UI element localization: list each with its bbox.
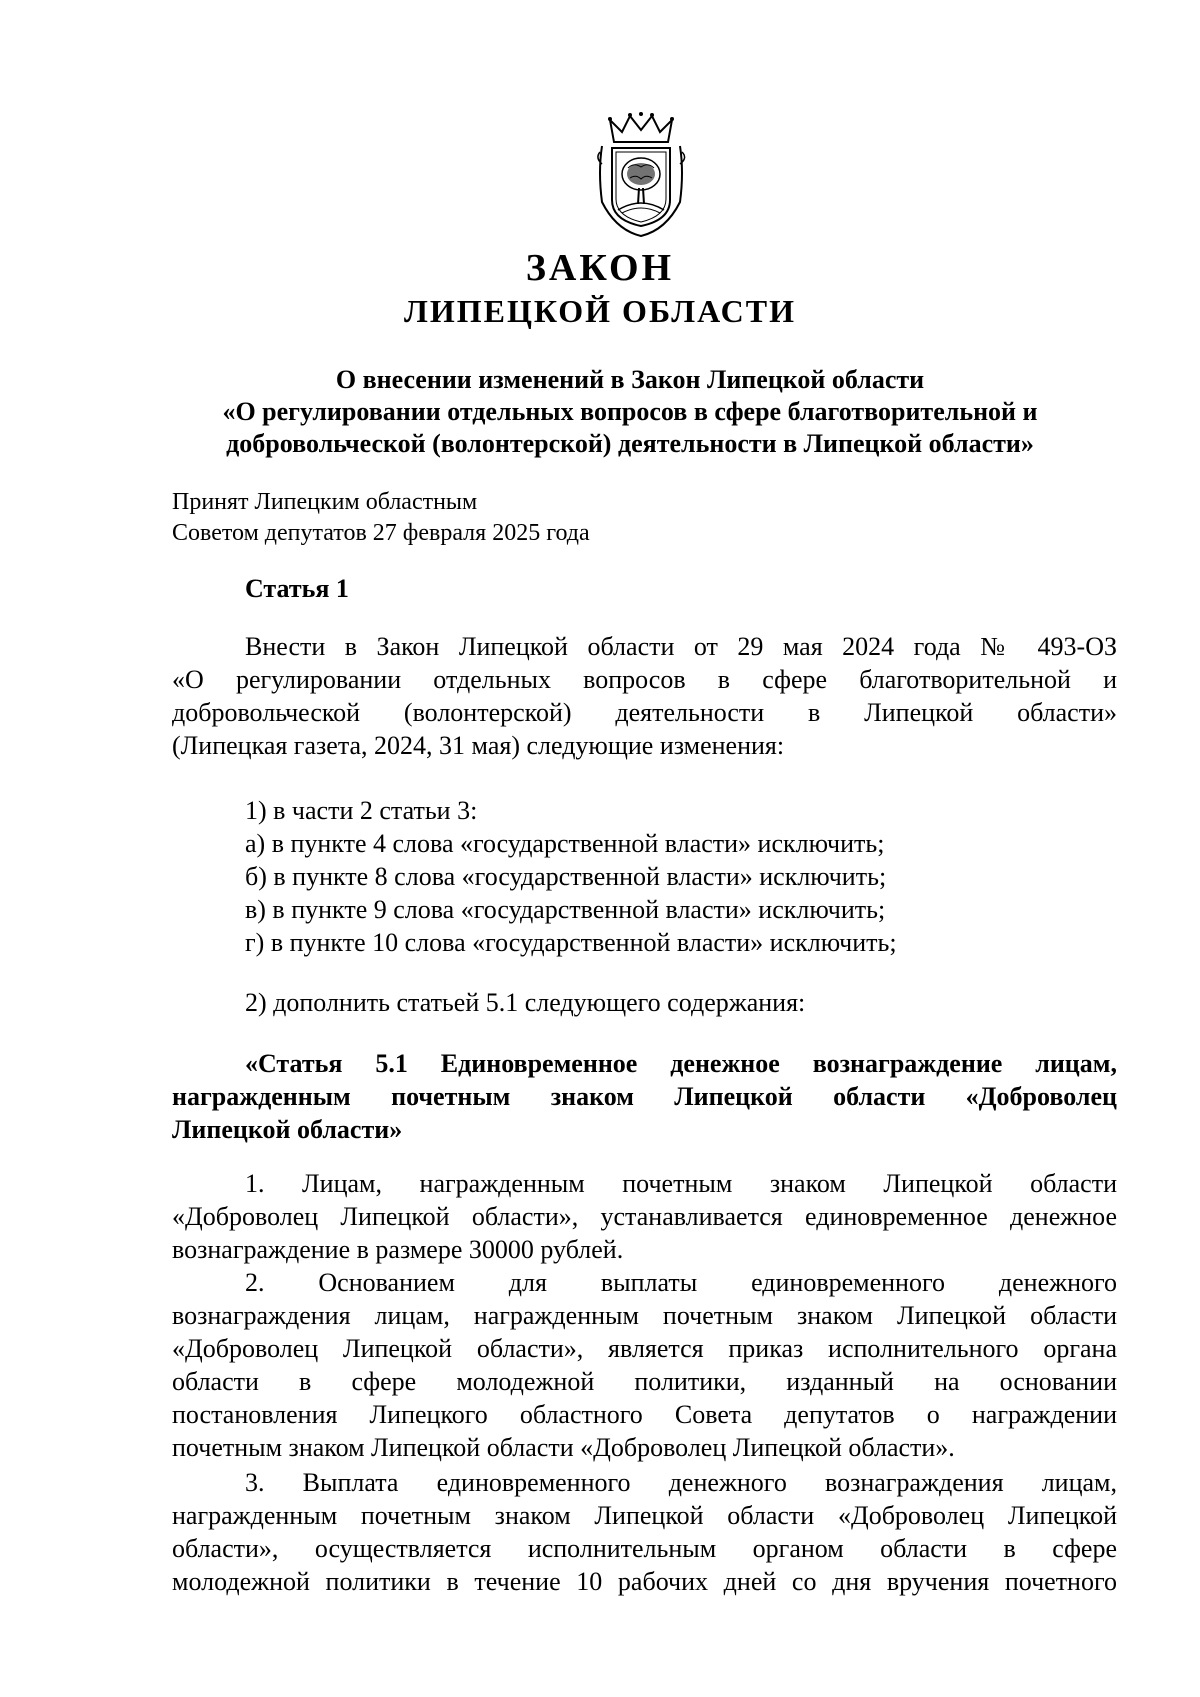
title-line: награжденным почетным знаком Липецкой области «Доброволец bbox=[172, 1082, 1117, 1111]
amendment-1c: в) в пункте 9 слова «государственной власти» исключить; bbox=[245, 895, 886, 924]
paragraph-line: постановления Липецкого областного Совета депутатов о награждении bbox=[172, 1400, 1117, 1429]
article-1-title: Статья 1 bbox=[245, 574, 349, 603]
heading-line: добровольческой (волонтерской) деятельности в Липецкой области» bbox=[226, 429, 1034, 458]
paragraph-line: награжденным почетным знаком Липецкой области «Доброволец Липецкой bbox=[172, 1501, 1117, 1530]
article-5-1-part-2 bbox=[172, 1266, 1117, 1464]
amendment-2: 2) дополнить статьей 5.1 следующего содержания: bbox=[245, 988, 806, 1017]
lipetsk-coat-of-arms-icon bbox=[596, 112, 687, 238]
amendment-1d: г) в пункте 10 слова «государственной власти» исключить; bbox=[245, 928, 897, 957]
title-line: Липецкой области» bbox=[172, 1115, 403, 1144]
paragraph-line: вознаграждения лицам, награжденным почетным знаком Липецкой области bbox=[172, 1301, 1117, 1330]
article-1-intro bbox=[172, 630, 1117, 762]
heading-line: О внесении изменений в Закон Липецкой области bbox=[335, 365, 925, 394]
heading-line: «О регулировании отдельных вопросов в сфере благотворительной и bbox=[222, 397, 1038, 426]
paragraph-line: «Доброволец Липецкой области», устанавливается единовременное денежное bbox=[172, 1202, 1117, 1231]
paragraph-line: области в сфере молодежной политики, изданный на основании bbox=[172, 1367, 1117, 1396]
paragraph-line: «О регулировании отдельных вопросов в сфере благотворительной и bbox=[172, 665, 1117, 694]
paragraph-line: 2. Основанием для выплаты единовременного денежного bbox=[245, 1268, 1117, 1297]
paragraph-line: добровольческой (волонтерской) деятельности в Липецкой области» bbox=[172, 698, 1117, 727]
law-heading bbox=[160, 364, 1100, 460]
paragraph-line: 1. Лицам, награжденным почетным знаком Липецкой области bbox=[245, 1169, 1117, 1198]
paragraph-line: «Доброволец Липецкой области», является приказ исполнительного органа bbox=[172, 1334, 1117, 1363]
title-line: «Статья 5.1 Единовременное денежное вознаграждение лицам, bbox=[245, 1049, 1117, 1078]
law-title: ЗАКОН bbox=[525, 247, 675, 289]
article-5-1-part-1 bbox=[172, 1167, 1117, 1266]
paragraph-line: вознаграждение в размере 30000 рублей. bbox=[172, 1235, 624, 1264]
article-5-1-title bbox=[172, 1047, 1117, 1146]
paragraph-line: молодежной политики в течение 10 рабочих дней со дня вручения почетного bbox=[172, 1567, 1117, 1596]
law-region-title: ЛИПЕЦКОЙ ОБЛАСТИ bbox=[404, 293, 796, 329]
amendment-1b: б) в пункте 8 слова «государственной власти» исключить; bbox=[245, 862, 887, 891]
article-5-1-part-3 bbox=[172, 1466, 1117, 1598]
amendment-1a: а) в пункте 4 слова «государственной власти» исключить; bbox=[245, 829, 885, 858]
paragraph-line: (Липецкая газета, 2024, 31 мая) следующие изменения: bbox=[172, 731, 785, 760]
adoption-line: Советом депутатов 27 февраля 2025 года bbox=[172, 520, 590, 546]
paragraph-line: Внести в Закон Липецкой области от 29 мая 2024 года № 493-ОЗ bbox=[245, 632, 1117, 661]
adoption-line: Принят Липецким областным bbox=[172, 489, 478, 515]
paragraph-line: почетным знаком Липецкой области «Доброволец Липецкой области». bbox=[172, 1433, 955, 1462]
paragraph-line: области», осуществляется исполнительным органом области в сфере bbox=[172, 1534, 1117, 1563]
adoption-note bbox=[172, 487, 590, 549]
paragraph-line: 3. Выплата единовременного денежного вознаграждения лицам, bbox=[245, 1468, 1117, 1497]
amendment-1: 1) в части 2 статьи 3: bbox=[245, 796, 478, 825]
